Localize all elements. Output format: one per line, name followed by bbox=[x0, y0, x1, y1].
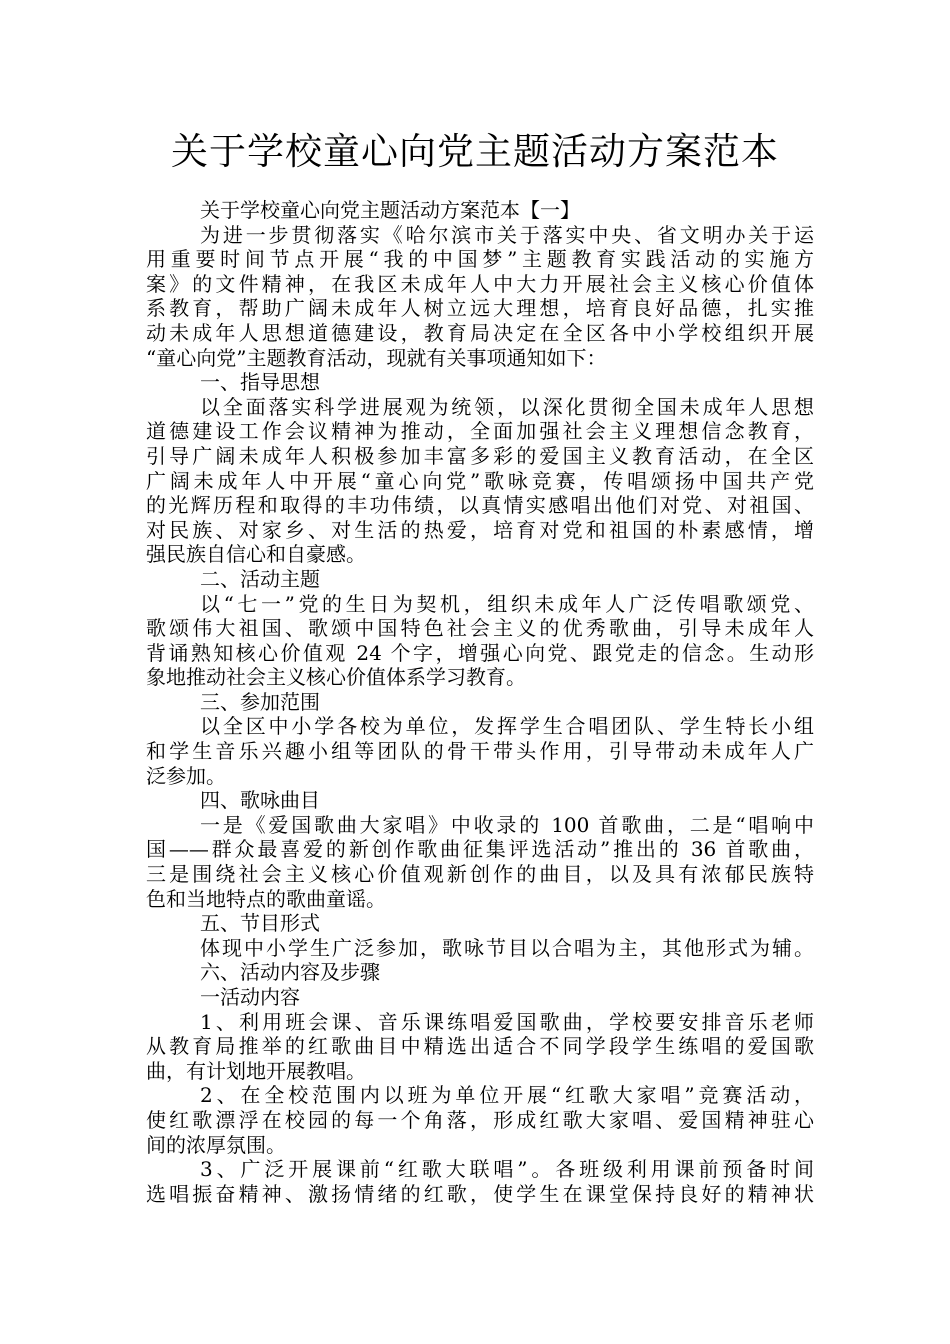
body-text-line: 案》的文件精神，在我区未成年人中大力开展社会主义核心价值体 bbox=[146, 271, 814, 296]
body-text-line: 对民族、对家乡、对生活的热爱，培育对党和祖国的朴素感情，增 bbox=[146, 517, 814, 542]
body-text-line: 泛参加。 bbox=[146, 763, 226, 788]
body-text-line: 和学生音乐兴趣小组等团队的骨干带头作用，引导带动未成年人广 bbox=[146, 739, 814, 764]
body-text-line: 四、歌咏曲目 bbox=[200, 788, 320, 813]
body-text-line: 曲，有计划地开展教唱。 bbox=[146, 1058, 366, 1083]
body-text-line: 二、活动主题 bbox=[200, 566, 320, 591]
body-text-line: 一、指导思想 bbox=[200, 370, 320, 395]
body-text-line: 的光辉历程和取得的丰功伟绩，以真情实感唱出他们对党、对祖国、 bbox=[146, 493, 814, 518]
body-text-line: 五、节目形式 bbox=[200, 911, 320, 936]
body-text-line: 1、利用班会课、音乐课练唱爱国歌曲，学校要安排音乐老师 bbox=[200, 1009, 814, 1034]
document-body bbox=[146, 198, 814, 1206]
body-text-line: 以“七一”党的生日为契机，组织未成年人广泛传唱歌颂党、 bbox=[200, 591, 814, 616]
body-text-line: 系教育，帮助广阔未成年人树立远大理想，培育良好品德，扎实推 bbox=[146, 296, 814, 321]
body-text-line: “童心向党”主题教育活动，现就有关事项通知如下： bbox=[146, 345, 607, 370]
body-text-line: 三、参加范围 bbox=[200, 689, 320, 714]
body-text-line: 间的浓厚氛围。 bbox=[146, 1132, 286, 1157]
body-text-line: 道德建设工作会议精神为推动，全面加强社会主义理想信念教育， bbox=[146, 419, 814, 444]
body-text-line: 六、活动内容及步骤 bbox=[200, 960, 380, 985]
body-text-line: 以全区中小学各校为单位，发挥学生合唱团队、学生特长小组 bbox=[200, 714, 814, 739]
body-text-line: 一是《爱国歌曲大家唱》中收录的 100 首歌曲，二是“唱响中 bbox=[200, 812, 814, 837]
document-title: 关于学校童心向党主题活动方案范本 bbox=[171, 130, 779, 173]
body-text-line: 体现中小学生广泛参加，歌咏节目以合唱为主，其他形式为辅。 bbox=[200, 935, 814, 960]
body-text-line: 国——群众最喜爱的新创作歌曲征集评选活动”推出的 36 首歌曲， bbox=[146, 837, 814, 862]
body-text-line: 关于学校童心向党主题活动方案范本【一】 bbox=[200, 198, 580, 222]
body-text-line: 一活动内容 bbox=[200, 985, 300, 1009]
body-text-line: 用重要时间节点开展“我的中国梦”主题教育实践活动的实施方 bbox=[146, 247, 814, 272]
body-text-line: 广阔未成年人中开展“童心向党”歌咏竞赛，传唱颂扬中国共产党 bbox=[146, 468, 814, 493]
body-text-line: 引导广阔未成年人积极参加丰富多彩的爱国主义教育活动，在全区 bbox=[146, 443, 814, 468]
body-text-line: 三是围绕社会主义核心价值观新创作的曲目，以及具有浓郁民族特 bbox=[146, 862, 814, 887]
body-text-line: 3、广泛开展课前“红歌大联唱”。各班级利用课前预备时间 bbox=[200, 1157, 814, 1182]
body-text-line: 使红歌漂浮在校园的每一个角落，形成红歌大家唱、爱国精神驻心 bbox=[146, 1107, 814, 1132]
body-text-line: 色和当地特点的歌曲童谣。 bbox=[146, 886, 386, 911]
body-text-line: 以全面落实科学进展观为统领，以深化贯彻全国未成年人思想 bbox=[200, 394, 814, 419]
body-text-line: 歌颂伟大祖国、歌颂中国特色社会主义的优秀歌曲，引导未成年人 bbox=[146, 616, 814, 641]
body-text-line: 从教育局推举的红歌曲目中精选出适合不同学段学生练唱的爱国歌 bbox=[146, 1034, 814, 1059]
body-text-line: 2、在全校范围内以班为单位开展“红歌大家唱”竞赛活动， bbox=[200, 1083, 814, 1108]
body-text-line: 选唱振奋精神、激扬情绪的红歌，使学生在课堂保持良好的精神状 bbox=[146, 1181, 814, 1206]
body-text-line: 动未成年人思想道德建设，教育局决定在全区各中小学校组织开展 bbox=[146, 320, 814, 345]
body-text-line: 背诵熟知核心价值观 24 个字，增强心向党、跟党走的信念。生动形 bbox=[146, 640, 814, 665]
body-text-line: 强民族自信心和自豪感。 bbox=[146, 542, 366, 567]
body-text-line: 象地推动社会主义核心价值体系学习教育。 bbox=[146, 665, 526, 690]
body-text-line: 为进一步贯彻落实《哈尔滨市关于落实中央、省文明办关于运 bbox=[200, 222, 814, 247]
